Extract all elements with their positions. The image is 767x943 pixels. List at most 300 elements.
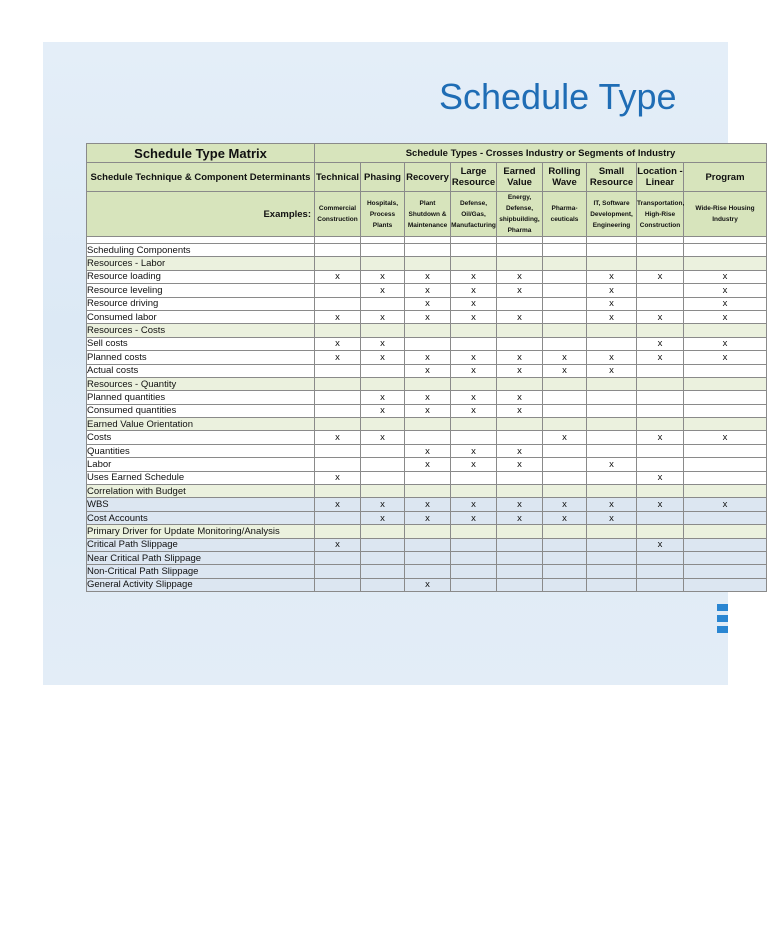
matrix-cell — [315, 565, 361, 578]
matrix-cell — [543, 444, 587, 457]
matrix-cell — [405, 551, 451, 564]
table-row — [87, 444, 767, 457]
matrix-cell: x — [637, 337, 684, 350]
matrix-cell — [361, 471, 405, 484]
column-example-rolling-wave: Pharma-ceuticals — [543, 192, 587, 237]
matrix-cell — [587, 538, 637, 551]
matrix-cell — [543, 270, 587, 283]
table-row — [87, 471, 767, 484]
table-row — [87, 244, 767, 257]
table-row — [87, 578, 767, 591]
row-label: Labor — [87, 458, 315, 471]
matrix-cell — [405, 244, 451, 257]
matrix-cell — [451, 337, 497, 350]
matrix-cell — [497, 551, 543, 564]
column-example-large-resource: Defense, Oil/Gas, Manufacturing — [451, 192, 497, 237]
matrix-cell: x — [405, 498, 451, 511]
matrix-cell — [543, 485, 587, 498]
matrix-cell: x — [361, 498, 405, 511]
matrix-cell — [451, 551, 497, 564]
matrix-cell — [543, 565, 587, 578]
matrix-cell — [315, 511, 361, 524]
row-label: Primary Driver for Update Monitoring/Analysis — [87, 525, 315, 538]
matrix-cell: x — [637, 538, 684, 551]
matrix-cell — [451, 578, 497, 591]
matrix-cell: x — [637, 310, 684, 323]
matrix-cell — [497, 485, 543, 498]
matrix-cell: x — [315, 471, 361, 484]
matrix-cell: x — [587, 511, 637, 524]
matrix-cell — [315, 444, 361, 457]
matrix-cell: x — [451, 404, 497, 417]
matrix-cell — [361, 525, 405, 538]
schedule-type-matrix — [86, 143, 767, 592]
matrix-cell: x — [637, 431, 684, 444]
matrix-cell — [497, 431, 543, 444]
matrix-cell — [684, 511, 767, 524]
matrix-cell: x — [497, 511, 543, 524]
matrix-cell — [684, 324, 767, 337]
schedule-types-heading: Schedule Types - Crosses Industry or Segments of Industry — [315, 144, 767, 163]
matrix-cell — [497, 377, 543, 390]
matrix-cell — [587, 391, 637, 404]
column-header-location-linear: Location - Linear — [637, 163, 684, 192]
matrix-cell: x — [361, 511, 405, 524]
column-header-earned-value: Earned Value — [497, 163, 543, 192]
matrix-cell: x — [684, 270, 767, 283]
matrix-cell: x — [361, 284, 405, 297]
matrix-cell — [637, 324, 684, 337]
matrix-cell — [543, 471, 587, 484]
matrix-cell — [497, 418, 543, 431]
matrix-cell — [315, 284, 361, 297]
matrix-cell — [497, 244, 543, 257]
matrix-cell — [684, 525, 767, 538]
matrix-cell — [361, 444, 405, 457]
matrix-cell: x — [315, 431, 361, 444]
matrix-cell: x — [497, 498, 543, 511]
matrix-cell — [315, 578, 361, 591]
matrix-cell — [587, 565, 637, 578]
table-row — [87, 458, 767, 471]
row-label: Actual costs — [87, 364, 315, 377]
matrix-cell — [684, 257, 767, 270]
matrix-cell — [315, 377, 361, 390]
matrix-cell: x — [315, 270, 361, 283]
matrix-cell — [543, 324, 587, 337]
matrix-cell — [315, 391, 361, 404]
matrix-cell — [543, 404, 587, 417]
table-row — [87, 297, 767, 310]
column-example-phasing: Hospitals, Process Plants — [361, 192, 405, 237]
matrix-cell: x — [684, 337, 767, 350]
row-label: Resources - Labor — [87, 257, 315, 270]
matrix-cell: x — [405, 511, 451, 524]
matrix-cell — [315, 485, 361, 498]
matrix-cell: x — [543, 498, 587, 511]
row-label: Earned Value Orientation — [87, 418, 315, 431]
matrix-cell — [684, 471, 767, 484]
row-label: Planned costs — [87, 351, 315, 364]
matrix-cell — [315, 551, 361, 564]
header-row-column-names — [87, 163, 767, 192]
matrix-cell — [315, 418, 361, 431]
matrix-cell — [684, 551, 767, 564]
table-row — [87, 284, 767, 297]
matrix-cell: x — [451, 444, 497, 457]
row-label: Costs — [87, 431, 315, 444]
header-row-title — [87, 144, 767, 163]
matrix-cell: x — [587, 498, 637, 511]
matrix-cell — [315, 324, 361, 337]
table-row — [87, 538, 767, 551]
matrix-cell — [451, 257, 497, 270]
matrix-cell — [315, 244, 361, 257]
matrix-cell — [543, 377, 587, 390]
matrix-cell: x — [315, 337, 361, 350]
matrix-cell — [451, 471, 497, 484]
matrix-cell: x — [587, 310, 637, 323]
matrix-cell: x — [405, 270, 451, 283]
matrix-cell — [637, 565, 684, 578]
matrix-cell — [405, 377, 451, 390]
matrix-cell — [684, 404, 767, 417]
matrix-cell: x — [684, 431, 767, 444]
matrix-cell: x — [405, 444, 451, 457]
matrix-cell — [405, 431, 451, 444]
matrix-cell: x — [361, 391, 405, 404]
matrix-cell: x — [451, 511, 497, 524]
matrix-cell — [587, 471, 637, 484]
row-label: Near Critical Path Slippage — [87, 551, 315, 564]
matrix-cell — [361, 377, 405, 390]
matrix-cell: x — [315, 351, 361, 364]
row-label: Planned quantities — [87, 391, 315, 404]
table-row — [87, 364, 767, 377]
matrix-cell — [361, 578, 405, 591]
matrix-cell — [543, 538, 587, 551]
matrix-cell: x — [684, 297, 767, 310]
logo-stripes-icon — [717, 604, 728, 637]
matrix-cell — [451, 538, 497, 551]
matrix-cell — [361, 485, 405, 498]
examples-label: Examples: — [87, 192, 315, 237]
matrix-cell — [361, 551, 405, 564]
matrix-cell: x — [361, 351, 405, 364]
matrix-cell — [637, 485, 684, 498]
row-label: Non-Critical Path Slippage — [87, 565, 315, 578]
row-label: General Activity Slippage — [87, 578, 315, 591]
matrix-cell — [587, 404, 637, 417]
matrix-cell: x — [451, 270, 497, 283]
matrix-cell — [684, 364, 767, 377]
matrix-cell — [361, 458, 405, 471]
table-row — [87, 270, 767, 283]
matrix-cell — [451, 418, 497, 431]
column-example-recovery: Plant Shutdown & Maintenance — [405, 192, 451, 237]
matrix-cell: x — [587, 270, 637, 283]
matrix-cell: x — [497, 364, 543, 377]
matrix-cell — [451, 377, 497, 390]
matrix-cell — [637, 525, 684, 538]
matrix-cell: x — [451, 284, 497, 297]
row-label: Critical Path Slippage — [87, 538, 315, 551]
matrix-cell — [543, 310, 587, 323]
matrix-cell — [315, 458, 361, 471]
matrix-cell: x — [405, 364, 451, 377]
matrix-cell — [587, 578, 637, 591]
spacer-row — [87, 237, 767, 244]
table-row — [87, 404, 767, 417]
matrix-cell — [637, 244, 684, 257]
matrix-cell — [543, 551, 587, 564]
table-row — [87, 377, 767, 390]
matrix-cell — [543, 391, 587, 404]
matrix-cell: x — [684, 310, 767, 323]
matrix-cell: x — [497, 310, 543, 323]
row-label: Quantities — [87, 444, 315, 457]
matrix-cell: x — [451, 351, 497, 364]
matrix-cell — [361, 565, 405, 578]
table-row — [87, 431, 767, 444]
matrix-cell: x — [497, 458, 543, 471]
column-header-program: Program — [684, 163, 767, 192]
matrix-cell — [405, 418, 451, 431]
matrix-cell: x — [315, 310, 361, 323]
matrix-cell: x — [405, 391, 451, 404]
matrix-cell — [315, 404, 361, 417]
matrix-cell — [451, 431, 497, 444]
row-label: Resource driving — [87, 297, 315, 310]
matrix-cell — [637, 551, 684, 564]
matrix-cell — [587, 257, 637, 270]
matrix-cell: x — [543, 351, 587, 364]
column-example-earned-value: Energy, Defense, shipbuilding, Pharma — [497, 192, 543, 237]
matrix-cell — [405, 565, 451, 578]
table-row — [87, 485, 767, 498]
matrix-cell — [684, 377, 767, 390]
matrix-cell — [637, 257, 684, 270]
matrix-cell — [587, 244, 637, 257]
matrix-cell: x — [451, 498, 497, 511]
matrix-cell: x — [684, 284, 767, 297]
matrix-cell — [543, 337, 587, 350]
row-label: Resource loading — [87, 270, 315, 283]
matrix-cell: x — [361, 337, 405, 350]
row-label: WBS — [87, 498, 315, 511]
matrix-cell — [497, 565, 543, 578]
matrix-cell: x — [684, 498, 767, 511]
matrix-cell — [684, 538, 767, 551]
matrix-cell: x — [361, 404, 405, 417]
row-label: Uses Earned Schedule — [87, 471, 315, 484]
table-row — [87, 498, 767, 511]
row-label: Resource leveling — [87, 284, 315, 297]
table-row — [87, 551, 767, 564]
matrix-cell — [451, 485, 497, 498]
row-label: Scheduling Components — [87, 244, 315, 257]
matrix-cell — [361, 257, 405, 270]
matrix-cell: x — [587, 351, 637, 364]
table-row — [87, 418, 767, 431]
matrix-cell — [587, 324, 637, 337]
matrix-cell — [637, 377, 684, 390]
matrix-cell — [587, 485, 637, 498]
matrix-cell — [361, 297, 405, 310]
matrix-cell — [451, 525, 497, 538]
matrix-cell — [405, 257, 451, 270]
matrix-cell: x — [405, 578, 451, 591]
matrix-cell: x — [405, 297, 451, 310]
matrix-cell — [497, 324, 543, 337]
column-header-small-resource: Small Resource — [587, 163, 637, 192]
table-row — [87, 324, 767, 337]
matrix-cell — [497, 297, 543, 310]
matrix-cell: x — [543, 364, 587, 377]
matrix-cell: x — [587, 297, 637, 310]
row-label: Consumed quantities — [87, 404, 315, 417]
table-row — [87, 511, 767, 524]
table-row — [87, 351, 767, 364]
matrix-cell: x — [315, 538, 361, 551]
matrix-cell: x — [405, 351, 451, 364]
column-header-technical: Technical — [315, 163, 361, 192]
matrix-cell — [315, 257, 361, 270]
matrix-cell — [587, 431, 637, 444]
matrix-cell: x — [315, 498, 361, 511]
matrix-cell: x — [497, 404, 543, 417]
row-label: Correlation with Budget — [87, 485, 315, 498]
matrix-cell — [315, 525, 361, 538]
matrix-cell — [405, 324, 451, 337]
matrix-cell — [684, 418, 767, 431]
matrix-cell — [497, 525, 543, 538]
matrix-cell: x — [497, 444, 543, 457]
matrix-cell: x — [361, 431, 405, 444]
matrix-cell — [361, 364, 405, 377]
matrix-cell — [361, 324, 405, 337]
matrix-cell: x — [587, 364, 637, 377]
matrix-cell — [543, 284, 587, 297]
matrix-cell: x — [405, 310, 451, 323]
matrix-cell: x — [637, 471, 684, 484]
matrix-cell — [361, 538, 405, 551]
matrix-cell — [543, 578, 587, 591]
column-header-recovery: Recovery — [405, 163, 451, 192]
matrix-cell — [361, 244, 405, 257]
matrix-cell — [684, 391, 767, 404]
matrix-cell: x — [451, 364, 497, 377]
matrix-cell: x — [405, 284, 451, 297]
table-row — [87, 257, 767, 270]
matrix-cell — [637, 578, 684, 591]
matrix-cell — [637, 284, 684, 297]
row-label: Cost Accounts — [87, 511, 315, 524]
matrix-cell — [543, 458, 587, 471]
matrix-cell: x — [405, 404, 451, 417]
matrix-cell: x — [543, 511, 587, 524]
matrix-cell — [637, 444, 684, 457]
table-row — [87, 391, 767, 404]
matrix-cell — [637, 511, 684, 524]
matrix-cell: x — [497, 284, 543, 297]
row-label: Consumed labor — [87, 310, 315, 323]
matrix-title: Schedule Type Matrix — [87, 144, 315, 163]
header-row-examples — [87, 192, 767, 237]
matrix-cell — [451, 565, 497, 578]
matrix-cell: x — [637, 270, 684, 283]
matrix-cell — [637, 391, 684, 404]
matrix-cell — [587, 337, 637, 350]
column-header-rolling-wave: Rolling Wave — [543, 163, 587, 192]
matrix-cell — [405, 485, 451, 498]
matrix-cell: x — [451, 458, 497, 471]
matrix-cell: x — [451, 297, 497, 310]
matrix-cell — [587, 377, 637, 390]
matrix-cell: x — [405, 458, 451, 471]
matrix-cell — [684, 565, 767, 578]
matrix-cell — [587, 551, 637, 564]
matrix-cell: x — [637, 351, 684, 364]
matrix-cell: x — [451, 391, 497, 404]
matrix-cell — [497, 257, 543, 270]
matrix-cell — [543, 257, 587, 270]
table-row — [87, 525, 767, 538]
matrix-cell — [637, 458, 684, 471]
matrix-cell: x — [497, 391, 543, 404]
matrix-cell: x — [543, 431, 587, 444]
matrix-cell — [451, 324, 497, 337]
matrix-cell — [543, 418, 587, 431]
matrix-cell — [361, 418, 405, 431]
table-row — [87, 565, 767, 578]
matrix-cell — [497, 538, 543, 551]
matrix-cell — [405, 538, 451, 551]
row-label: Sell costs — [87, 337, 315, 350]
matrix-cell: x — [497, 270, 543, 283]
column-example-small-resource: IT, Software Development, Engineering — [587, 192, 637, 237]
table-row — [87, 310, 767, 323]
matrix-cell — [637, 297, 684, 310]
matrix-cell — [637, 364, 684, 377]
matrix-cell — [405, 525, 451, 538]
matrix-cell — [497, 578, 543, 591]
matrix-cell — [451, 244, 497, 257]
matrix-cell — [315, 297, 361, 310]
matrix-cell — [587, 444, 637, 457]
table-row — [87, 337, 767, 350]
matrix-cell — [587, 418, 637, 431]
matrix-cell: x — [361, 310, 405, 323]
row-header-label: Schedule Technique & Component Determinants — [87, 163, 315, 192]
matrix-cell: x — [587, 284, 637, 297]
column-header-phasing: Phasing — [361, 163, 405, 192]
column-example-technical: Commercial Construction — [315, 192, 361, 237]
matrix-cell: x — [361, 270, 405, 283]
matrix-cell: x — [637, 498, 684, 511]
matrix-cell — [543, 244, 587, 257]
column-header-large-resource: Large Resource — [451, 163, 497, 192]
matrix-cell — [637, 404, 684, 417]
matrix-cell — [543, 297, 587, 310]
matrix-cell — [587, 525, 637, 538]
matrix-cell — [497, 337, 543, 350]
matrix-cell — [497, 471, 543, 484]
matrix-cell — [637, 418, 684, 431]
matrix-cell: x — [587, 458, 637, 471]
matrix-cell — [684, 485, 767, 498]
row-label: Resources - Costs — [87, 324, 315, 337]
